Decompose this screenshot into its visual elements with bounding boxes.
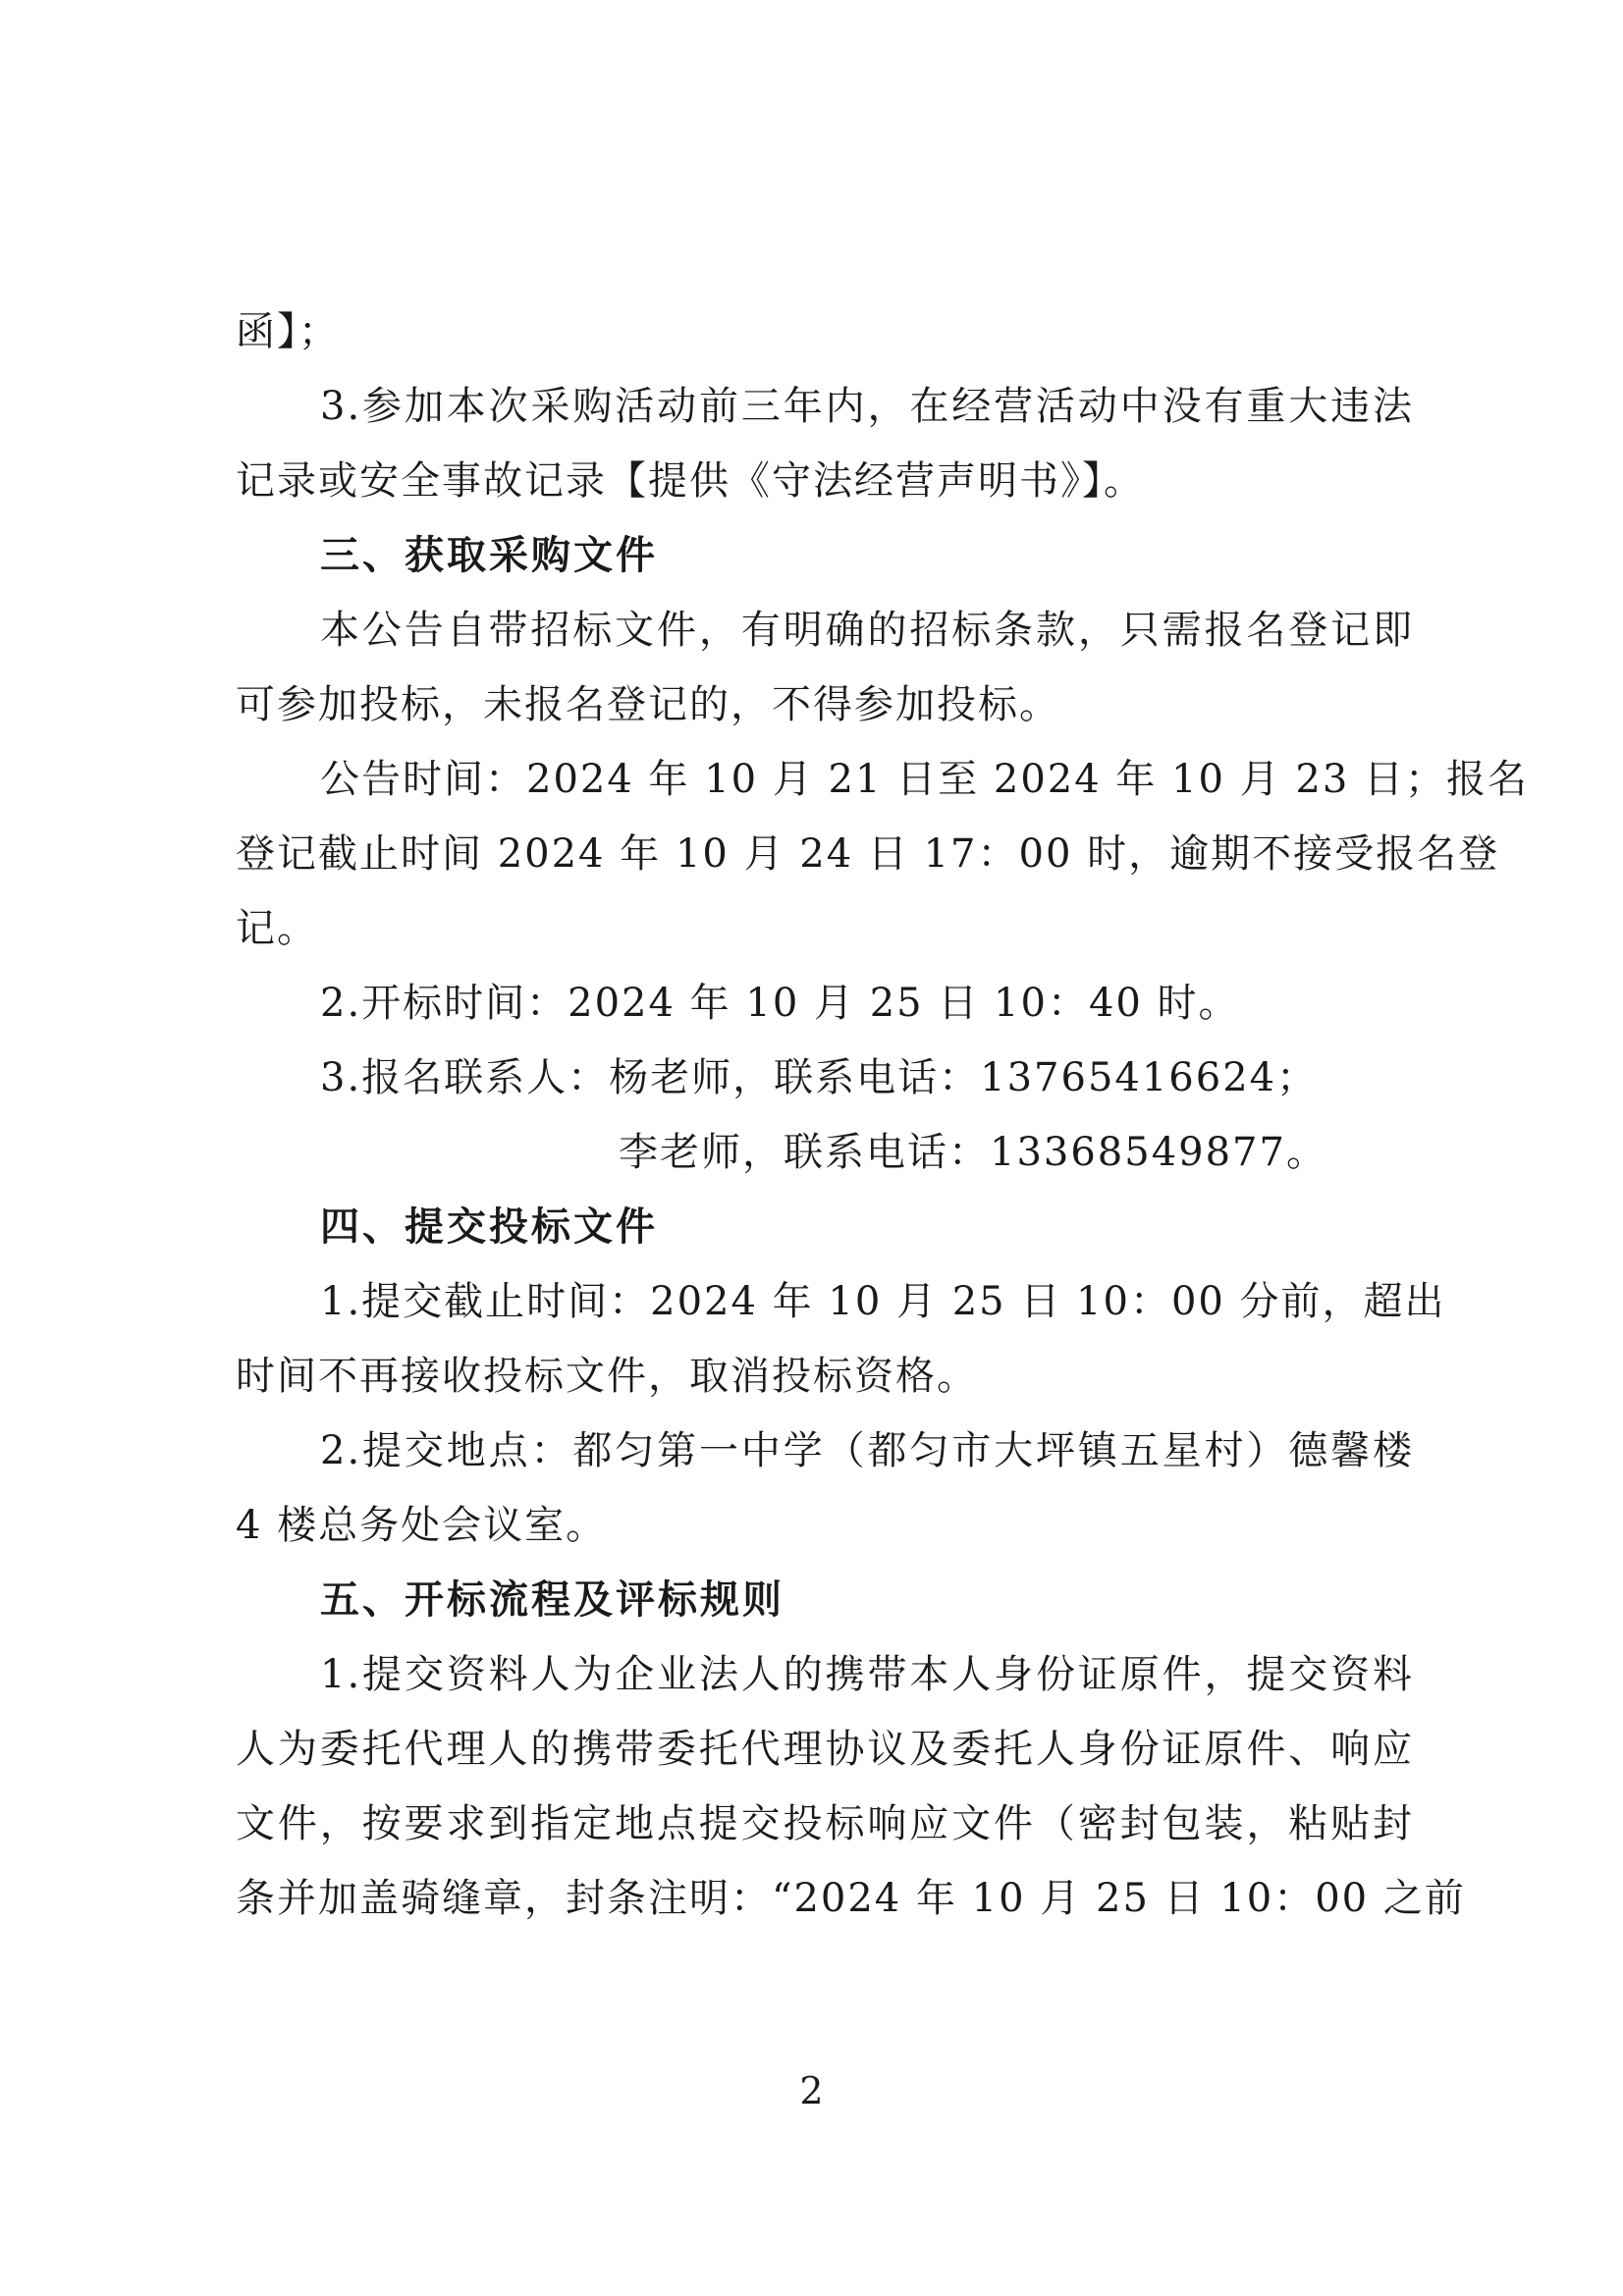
section-heading-5: 五、开标流程及评标规则 xyxy=(320,1577,784,1623)
text-line-10: 2.开标时间：2024 年 10 月 25 日 10：40 时。 xyxy=(320,981,1240,1026)
page-number: 2 xyxy=(799,2069,824,2112)
text-line-3: 记录或安全事故记录【提供《守法经营声明书》】。 xyxy=(236,458,1145,504)
text-line-1: 函】； xyxy=(236,309,340,354)
section-heading-3: 三、获取采购文件 xyxy=(320,533,658,578)
text-line-15: 时间不再接收投标文件，取消投标资格。 xyxy=(236,1354,978,1399)
section-heading-4: 四、提交投标文件 xyxy=(320,1204,658,1250)
text-line-21: 文件，按要求到指定地点提交投标响应文件（密封包装，粘贴封 xyxy=(236,1801,1414,1846)
text-line-12: 李老师，联系电话：13368549877。 xyxy=(619,1130,1327,1175)
text-line-16: 2.提交地点：都匀第一中学（都匀市大坪镇五星村）德馨楼 xyxy=(320,1428,1414,1473)
text-line-17: 4 楼总务处会议室。 xyxy=(236,1503,608,1548)
text-line-9: 记。 xyxy=(236,906,318,951)
text-line-19: 1.提交资料人为企业法人的携带本人身份证原件，提交资料 xyxy=(320,1652,1414,1697)
text-line-20: 人为委托代理人的携带委托代理协议及委托人身份证原件、响应 xyxy=(236,1727,1414,1772)
text-line-6: 可参加投标，未报名登记的，不得参加投标。 xyxy=(236,682,1060,727)
text-line-11: 3.报名联系人：杨老师，联系电话：13765416624； xyxy=(320,1055,1319,1100)
text-line-8: 登记截止时间 2024 年 10 月 24 日 17：00 时，逾期不接受报名登 xyxy=(236,831,1500,877)
text-line-2: 3.参加本次采购活动前三年内，在经营活动中没有重大违法 xyxy=(320,384,1414,429)
text-line-22: 条并加盖骑缝章，封条注明：“2024 年 10 月 25 日 10：00 之前 xyxy=(236,1876,1466,1921)
text-line-5: 本公告自带招标文件，有明确的招标条款，只需报名登记即 xyxy=(320,608,1414,653)
text-line-14: 1.提交截止时间：2024 年 10 月 25 日 10：00 分前，超出 xyxy=(320,1279,1446,1324)
text-line-7: 公告时间：2024 年 10 月 21 日至 2024 年 10 月 23 日；报名 xyxy=(320,757,1530,802)
